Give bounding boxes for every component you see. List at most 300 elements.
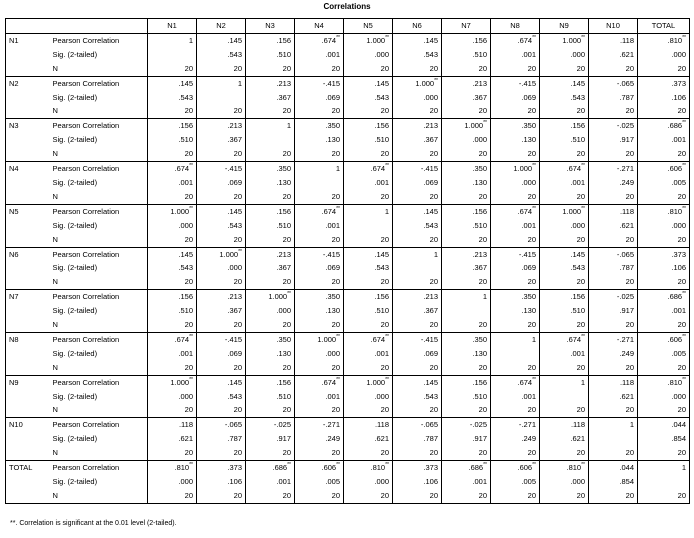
cell-value: .000 bbox=[540, 475, 589, 489]
cell-value: 20 bbox=[393, 62, 442, 76]
cell-value: .106 bbox=[197, 475, 246, 489]
cell-value: 20 bbox=[491, 147, 540, 161]
cell-value: .367 bbox=[197, 133, 246, 147]
cell-value: 20 bbox=[638, 190, 690, 204]
stat-label: Pearson Correlation bbox=[52, 420, 120, 430]
cell-value: 20 bbox=[246, 446, 295, 460]
cell-value bbox=[344, 219, 393, 233]
row-label-n6: N6 bbox=[6, 247, 50, 290]
cell-value: .001 bbox=[295, 48, 344, 62]
cell-value: 20 bbox=[589, 147, 638, 161]
cell-value: 20 bbox=[295, 147, 344, 161]
cell-value: 20 bbox=[148, 361, 197, 375]
row-label-n7: N7 bbox=[6, 290, 50, 333]
cell-value: .156 bbox=[344, 290, 393, 304]
stat-label: N bbox=[50, 147, 148, 161]
stat-label: Pearson Correlation bbox=[52, 78, 120, 88]
cell-value: .249 bbox=[491, 432, 540, 446]
cell-value: .000 bbox=[148, 475, 197, 489]
cell-value: .543 bbox=[393, 390, 442, 404]
table-title: Correlations bbox=[323, 2, 371, 11]
cell-value: 20 bbox=[344, 233, 393, 247]
cell-value: .145 bbox=[197, 33, 246, 47]
cell-value: 20 bbox=[148, 275, 197, 289]
cell-value: .606** bbox=[295, 461, 344, 475]
cell-value: 1.000** bbox=[148, 204, 197, 218]
cell-value: .621 bbox=[148, 432, 197, 446]
cell-value: .213 bbox=[197, 119, 246, 133]
cell-value: 20 bbox=[148, 104, 197, 118]
cell-value: 20 bbox=[589, 489, 638, 503]
table-row bbox=[6, 204, 690, 218]
cell-value: 20 bbox=[589, 104, 638, 118]
cell-value: .674** bbox=[295, 33, 344, 47]
cell-value: 20 bbox=[638, 62, 690, 76]
cell-value: 20 bbox=[638, 233, 690, 247]
cell-value: .854 bbox=[638, 432, 690, 446]
stat-label: N bbox=[50, 190, 148, 204]
cell-value: .000 bbox=[197, 261, 246, 275]
stat-label: Sig. (2-tailed) bbox=[52, 263, 98, 273]
cell-value: 1.000** bbox=[197, 247, 246, 261]
table-row bbox=[6, 275, 690, 289]
stat-label: N bbox=[50, 403, 148, 417]
cell-value: 20 bbox=[638, 318, 690, 332]
cell-value: .674** bbox=[344, 332, 393, 346]
cell-value: 1.000** bbox=[246, 290, 295, 304]
cell-value: 20 bbox=[491, 446, 540, 460]
cell-value: 20 bbox=[540, 62, 589, 76]
cell-value: .686** bbox=[638, 119, 690, 133]
cell-value: .350 bbox=[295, 290, 344, 304]
cell-value: .350 bbox=[491, 290, 540, 304]
cell-value: .543 bbox=[393, 219, 442, 233]
table-row bbox=[6, 133, 690, 147]
cell-value: 20 bbox=[148, 318, 197, 332]
cell-value: 20 bbox=[197, 318, 246, 332]
table-row bbox=[6, 119, 690, 133]
cell-value: .001 bbox=[295, 390, 344, 404]
cell-value: .001 bbox=[540, 347, 589, 361]
cell-value: .810** bbox=[638, 204, 690, 218]
cell-value: 20 bbox=[148, 446, 197, 460]
cell-value: .118 bbox=[344, 418, 393, 432]
cell-value: 20 bbox=[295, 62, 344, 76]
cell-value: 20 bbox=[393, 147, 442, 161]
cell-value: 20 bbox=[442, 104, 491, 118]
cell-value: .000 bbox=[246, 304, 295, 318]
stat-label: Pearson Correlation bbox=[52, 334, 120, 344]
cell-value bbox=[148, 48, 197, 62]
cell-value: .917 bbox=[589, 133, 638, 147]
cell-value: 20 bbox=[197, 147, 246, 161]
cell-value: .000 bbox=[344, 475, 393, 489]
cell-value bbox=[540, 390, 589, 404]
cell-value: .787 bbox=[393, 432, 442, 446]
column-header-total: TOTAL bbox=[638, 19, 690, 34]
cell-value: 20 bbox=[393, 104, 442, 118]
cell-value: .249 bbox=[589, 347, 638, 361]
cell-value: 20 bbox=[393, 275, 442, 289]
cell-value: .350 bbox=[246, 162, 295, 176]
cell-value: .373 bbox=[638, 247, 690, 261]
cell-value: 20 bbox=[344, 446, 393, 460]
cell-value: 20 bbox=[638, 104, 690, 118]
cell-value: 20 bbox=[246, 275, 295, 289]
correlations-table bbox=[5, 18, 690, 504]
stat-label: Sig. (2-tailed) bbox=[52, 135, 98, 145]
cell-value: 20 bbox=[491, 489, 540, 503]
cell-value: .000 bbox=[344, 390, 393, 404]
cell-value bbox=[246, 133, 295, 147]
cell-value: 20 bbox=[344, 318, 393, 332]
cell-value: 20 bbox=[442, 403, 491, 417]
cell-value: 20 bbox=[344, 62, 393, 76]
cell-value: .510 bbox=[344, 133, 393, 147]
cell-value: .000 bbox=[442, 133, 491, 147]
cell-value: .917 bbox=[246, 432, 295, 446]
cell-value: .510 bbox=[148, 133, 197, 147]
cell-value: .543 bbox=[393, 48, 442, 62]
cell-value: 1.000** bbox=[344, 33, 393, 47]
cell-value: .606** bbox=[491, 461, 540, 475]
cell-value: .621 bbox=[589, 48, 638, 62]
row-label-n9: N9 bbox=[6, 375, 50, 418]
cell-value: .156 bbox=[442, 33, 491, 47]
cell-value: 1 bbox=[393, 247, 442, 261]
cell-value: .543 bbox=[540, 261, 589, 275]
cell-value: 20 bbox=[491, 361, 540, 375]
cell-value: .543 bbox=[197, 48, 246, 62]
cell-value: .000 bbox=[148, 390, 197, 404]
cell-value: .686** bbox=[442, 461, 491, 475]
cell-value: -.271 bbox=[589, 162, 638, 176]
cell-value: 20 bbox=[589, 233, 638, 247]
cell-value: 1 bbox=[148, 33, 197, 47]
table-row bbox=[6, 33, 690, 47]
stat-label: Pearson Correlation bbox=[52, 35, 120, 45]
stat-label: N bbox=[50, 233, 148, 247]
cell-value: .044 bbox=[638, 418, 690, 432]
cell-value: 20 bbox=[246, 318, 295, 332]
cell-value: .156 bbox=[442, 375, 491, 389]
cell-value: 20 bbox=[442, 361, 491, 375]
cell-value: .145 bbox=[393, 375, 442, 389]
corner-cell bbox=[6, 19, 50, 34]
cell-value: .674** bbox=[148, 332, 197, 346]
cell-value: .156 bbox=[540, 290, 589, 304]
cell-value: 20 bbox=[295, 233, 344, 247]
cell-value: .350 bbox=[442, 162, 491, 176]
stat-label: N bbox=[50, 446, 148, 460]
cell-value: .543 bbox=[197, 219, 246, 233]
cell-value: .674** bbox=[295, 204, 344, 218]
cell-value: .686** bbox=[638, 290, 690, 304]
cell-value: .543 bbox=[148, 91, 197, 105]
cell-value: .069 bbox=[491, 91, 540, 105]
cell-value: .001 bbox=[148, 347, 197, 361]
cell-value: 20 bbox=[246, 489, 295, 503]
stat-label: N bbox=[50, 361, 148, 375]
cell-value: 20 bbox=[197, 62, 246, 76]
cell-value: 20 bbox=[491, 233, 540, 247]
cell-value: 20 bbox=[295, 489, 344, 503]
stat-label: Sig. (2-tailed) bbox=[52, 220, 98, 230]
cell-value: .674** bbox=[295, 375, 344, 389]
table-row bbox=[6, 432, 690, 446]
table-row bbox=[6, 403, 690, 417]
cell-value: .130 bbox=[295, 133, 344, 147]
table-row bbox=[6, 290, 690, 304]
cell-value: .130 bbox=[442, 176, 491, 190]
column-header-n4: N4 bbox=[295, 19, 344, 34]
stat-label: Sig. (2-tailed) bbox=[52, 306, 98, 316]
stat-label: N bbox=[50, 489, 148, 503]
cell-value: -.415 bbox=[197, 332, 246, 346]
stat-label: Sig. (2-tailed) bbox=[52, 434, 98, 444]
cell-value: .510 bbox=[540, 133, 589, 147]
cell-value: .854 bbox=[589, 475, 638, 489]
cell-value: 20 bbox=[197, 489, 246, 503]
cell-value: 20 bbox=[246, 104, 295, 118]
cell-value: 1 bbox=[638, 461, 690, 475]
cell-value: 1.000** bbox=[393, 76, 442, 90]
cell-value: .621 bbox=[540, 432, 589, 446]
stat-label: Pearson Correlation bbox=[52, 377, 120, 387]
cell-value bbox=[638, 475, 690, 489]
cell-value: .005 bbox=[295, 475, 344, 489]
cell-value: .156 bbox=[344, 119, 393, 133]
cell-value bbox=[393, 261, 442, 275]
cell-value: 20 bbox=[638, 361, 690, 375]
header-row bbox=[6, 19, 690, 34]
cell-value: .000 bbox=[540, 48, 589, 62]
cell-value: .373 bbox=[638, 76, 690, 90]
cell-value: .367 bbox=[442, 261, 491, 275]
cell-value: .000 bbox=[393, 91, 442, 105]
cell-value: .350 bbox=[246, 332, 295, 346]
cell-value: .145 bbox=[540, 76, 589, 90]
cell-value: 20 bbox=[393, 318, 442, 332]
cell-value bbox=[589, 432, 638, 446]
cell-value: 1 bbox=[344, 204, 393, 218]
cell-value: .130 bbox=[295, 304, 344, 318]
cell-value: .510 bbox=[246, 219, 295, 233]
cell-value: .145 bbox=[393, 33, 442, 47]
cell-value: .001 bbox=[344, 347, 393, 361]
table-row bbox=[6, 390, 690, 404]
stat-label: Pearson Correlation bbox=[52, 292, 120, 302]
cell-value: .367 bbox=[197, 304, 246, 318]
cell-value: .213 bbox=[246, 247, 295, 261]
cell-value: .000 bbox=[540, 219, 589, 233]
cell-value: .118 bbox=[589, 375, 638, 389]
cell-value: 1.000** bbox=[344, 375, 393, 389]
cell-value: -.025 bbox=[246, 418, 295, 432]
cell-value: .001 bbox=[491, 219, 540, 233]
stat-label: N bbox=[50, 318, 148, 332]
cell-value: .621 bbox=[589, 390, 638, 404]
cell-value: 1 bbox=[442, 290, 491, 304]
stat-label: N bbox=[50, 104, 148, 118]
cell-value: .106 bbox=[638, 261, 690, 275]
cell-value: 20 bbox=[295, 446, 344, 460]
cell-value: 20 bbox=[638, 147, 690, 161]
cell-value: 20 bbox=[197, 104, 246, 118]
cell-value: 20 bbox=[491, 190, 540, 204]
cell-value: 20 bbox=[491, 403, 540, 417]
cell-value: 1.000** bbox=[148, 375, 197, 389]
cell-value: .000 bbox=[491, 176, 540, 190]
cell-value: .130 bbox=[491, 304, 540, 318]
cell-value: .213 bbox=[197, 290, 246, 304]
cell-value: 20 bbox=[540, 446, 589, 460]
cell-value: 20 bbox=[638, 275, 690, 289]
cell-value: .367 bbox=[246, 91, 295, 105]
cell-value: .118 bbox=[589, 204, 638, 218]
cell-value: .510 bbox=[246, 48, 295, 62]
cell-value: .213 bbox=[442, 247, 491, 261]
cell-value: .367 bbox=[393, 304, 442, 318]
column-header-n9: N9 bbox=[540, 19, 589, 34]
cell-value: 20 bbox=[344, 147, 393, 161]
cell-value: .145 bbox=[344, 76, 393, 90]
cell-value: 20 bbox=[638, 446, 690, 460]
cell-value: .810** bbox=[148, 461, 197, 475]
table-row bbox=[6, 247, 690, 261]
stat-label: Sig. (2-tailed) bbox=[52, 391, 98, 401]
cell-value: 20 bbox=[197, 361, 246, 375]
cell-value: 20 bbox=[540, 190, 589, 204]
cell-value: -.415 bbox=[393, 332, 442, 346]
cell-value: 1.000** bbox=[295, 332, 344, 346]
cell-value: 20 bbox=[197, 275, 246, 289]
cell-value: 1 bbox=[295, 162, 344, 176]
cell-value: .674** bbox=[540, 162, 589, 176]
stat-label: Pearson Correlation bbox=[52, 121, 120, 131]
cell-value: -.065 bbox=[589, 247, 638, 261]
cell-value: .069 bbox=[295, 91, 344, 105]
cell-value: .674** bbox=[540, 332, 589, 346]
cell-value: 20 bbox=[589, 62, 638, 76]
cell-value: .001 bbox=[148, 176, 197, 190]
table-row bbox=[6, 304, 690, 318]
cell-value: 1 bbox=[246, 119, 295, 133]
cell-value: 20 bbox=[442, 233, 491, 247]
cell-value: 20 bbox=[540, 147, 589, 161]
cell-value: .373 bbox=[393, 461, 442, 475]
cell-value: .510 bbox=[442, 219, 491, 233]
cell-value: .367 bbox=[393, 133, 442, 147]
cell-value: 20 bbox=[491, 62, 540, 76]
cell-value: .606** bbox=[638, 332, 690, 346]
cell-value: .001 bbox=[295, 219, 344, 233]
cell-value: .130 bbox=[442, 347, 491, 361]
cell-value: .810** bbox=[540, 461, 589, 475]
cell-value: .510 bbox=[442, 390, 491, 404]
cell-value: .350 bbox=[295, 119, 344, 133]
table-row bbox=[6, 332, 690, 346]
cell-value: .674** bbox=[148, 162, 197, 176]
row-label-n1: N1 bbox=[6, 33, 50, 76]
cell-value: .674** bbox=[491, 33, 540, 47]
cell-value: .510 bbox=[442, 48, 491, 62]
cell-value: -.025 bbox=[589, 119, 638, 133]
cell-value: .118 bbox=[148, 418, 197, 432]
cell-value: -.415 bbox=[295, 247, 344, 261]
row-label-n3: N3 bbox=[6, 119, 50, 162]
table-row bbox=[6, 261, 690, 275]
table-row bbox=[6, 104, 690, 118]
cell-value: 20 bbox=[148, 62, 197, 76]
row-label-n5: N5 bbox=[6, 204, 50, 247]
cell-value: 20 bbox=[344, 275, 393, 289]
cell-value: .130 bbox=[246, 347, 295, 361]
cell-value: .001 bbox=[491, 48, 540, 62]
cell-value: -.065 bbox=[589, 76, 638, 90]
cell-value: .350 bbox=[442, 332, 491, 346]
cell-value: .145 bbox=[197, 375, 246, 389]
cell-value: .156 bbox=[540, 119, 589, 133]
cell-value: .686** bbox=[246, 461, 295, 475]
cell-value: -.065 bbox=[393, 418, 442, 432]
stat-label: Sig. (2-tailed) bbox=[52, 477, 98, 486]
cell-value: .156 bbox=[246, 204, 295, 218]
cell-value: .543 bbox=[148, 261, 197, 275]
cell-value: 20 bbox=[491, 275, 540, 289]
cell-value: .156 bbox=[148, 119, 197, 133]
cell-value: .510 bbox=[540, 304, 589, 318]
cell-value: .145 bbox=[148, 247, 197, 261]
corner-cell-2 bbox=[50, 19, 148, 34]
cell-value: -.415 bbox=[295, 76, 344, 90]
column-header-n1: N1 bbox=[148, 19, 197, 34]
cell-value: 20 bbox=[442, 190, 491, 204]
table-row bbox=[6, 361, 690, 375]
cell-value: 20 bbox=[246, 190, 295, 204]
cell-value: 20 bbox=[393, 403, 442, 417]
cell-value: .156 bbox=[442, 204, 491, 218]
cell-value: .001 bbox=[491, 390, 540, 404]
column-header-n5: N5 bbox=[344, 19, 393, 34]
cell-value: -.415 bbox=[197, 162, 246, 176]
table-row bbox=[6, 461, 690, 475]
cell-value: .917 bbox=[442, 432, 491, 446]
cell-value bbox=[295, 176, 344, 190]
cell-value: -.415 bbox=[491, 76, 540, 90]
cell-value: .156 bbox=[246, 375, 295, 389]
cell-value: .810** bbox=[638, 33, 690, 47]
cell-value: .510 bbox=[148, 304, 197, 318]
cell-value: .543 bbox=[197, 390, 246, 404]
cell-value: .810** bbox=[638, 375, 690, 389]
table-row bbox=[6, 347, 690, 361]
cell-value: .005 bbox=[638, 347, 690, 361]
cell-value: .367 bbox=[246, 261, 295, 275]
cell-value: .213 bbox=[246, 76, 295, 90]
cell-value: 20 bbox=[540, 275, 589, 289]
cell-value: .543 bbox=[344, 91, 393, 105]
table-row bbox=[6, 375, 690, 389]
cell-value: .069 bbox=[393, 347, 442, 361]
cell-value: 20 bbox=[442, 446, 491, 460]
cell-value: 1.000** bbox=[491, 162, 540, 176]
stat-label: Pearson Correlation bbox=[52, 206, 120, 216]
cell-value: 20 bbox=[589, 446, 638, 460]
cell-value: .106 bbox=[393, 475, 442, 489]
cell-value: .606** bbox=[638, 162, 690, 176]
cell-value: .000 bbox=[638, 48, 690, 62]
